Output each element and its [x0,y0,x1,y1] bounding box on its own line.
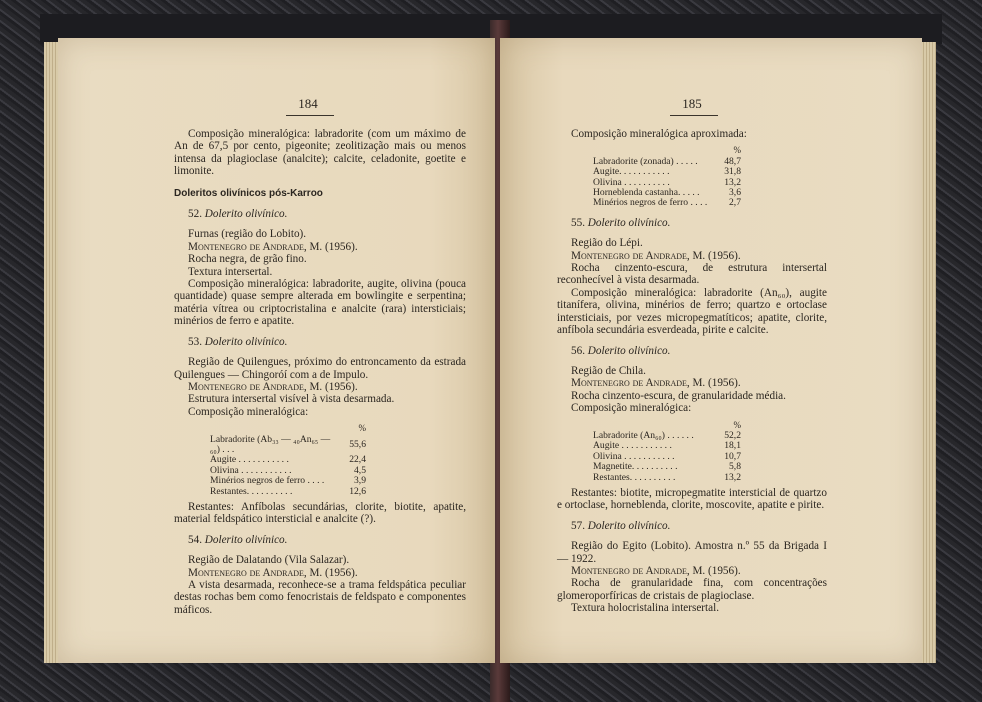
mineral-name: Restantes. . . . . . . . . . [593,471,676,483]
entry-line: Composição mineralógica: [571,402,692,415]
entry-author: Montenegro de Andrade, M. (1956). [188,380,358,393]
entry-composition: Composição mineralógica: labradorite (An₆₀), augite titanífera, olivina, minérios de ferro; quartzo e ortoclase intersticiais, por vezes micropegmatíticos; apatite, clorite, anfíbola secundária esverdeada, pirite e calcite. [557,286,827,337]
entry-author: Montenegro de Andrade, M. (1956). [188,240,358,253]
mineral-name: Minérios negros de ferro . . . . [593,197,708,209]
entry-line: Textura intersertal. [188,265,273,278]
page-number: 184 [298,96,318,111]
page-number: 185 [682,96,702,111]
mineral-name: Augite . . . . . . . . . . . [210,454,289,466]
mineral-value: 13,2 [724,471,741,483]
entry-line: Furnas (região do Lobito). [188,228,307,241]
section-heading: Doleritos olivínicos pós-Karroo [174,187,323,199]
entry-number: 52. [188,208,202,221]
entry-remaining: Restantes: biotite, micropegmatite intersticial de quartzo e ortoclase, horneblenda, clorite, moscovite, apatite e pirite. [557,486,827,512]
entry-line: Região do Lépi. [571,237,643,250]
mineral-name: Augite. . . . . . . . . . . [593,166,670,178]
mineral-name: Olivina . . . . . . . . . . [593,176,670,188]
entry-number: 54. [188,533,202,546]
entry-rock: Rocha cinzento-escura, de estrutura intersertal reconhecível à vista desarmada. [557,262,827,287]
mineral-name: Labradorite (An₆₀) . . . . . . [593,429,694,441]
composition-table-block [210,422,366,497]
entry-line: Rocha negra, de grão fino. [188,253,307,266]
entry-location: Região de Quilengues, próximo do entroncamento da estrada Quilengues — Chingoróí com a de Impulo. [174,356,466,381]
mineral-name: Augite . . . . . . . . . . . [593,440,672,452]
entry-author: Montenegro de Andrade, M. (1956). [571,249,741,262]
page-number-rule [286,115,334,116]
mineral-value: 2,7 [729,197,741,209]
mineral-value: 31,8 [724,166,741,178]
entry-description: A vista desarmada, reconhece-se a trama feldspática peculiar destas rochas bem como fenocristais de feldspato e componentes máficos. [174,579,466,616]
left-page [58,38,495,663]
entry-number: 56. [571,344,585,357]
mineral-value: 48,7 [724,155,741,167]
composition-table-block [593,144,741,208]
left-page-body [174,128,466,616]
entry-title: Dolerito olivínico. [204,533,288,546]
intro-paragraph: Composição mineralógica: labradorite (com um máximo de An de 67,5 por cento, pigeonite; zeolitização mais ou menos intensa da plagioclase (analcite); calcite, celadonite, goetite e limonite. [174,128,466,178]
mineral-value: 55,6 [349,438,366,450]
entry-52-title [188,208,466,220]
composition-table [593,431,741,483]
entry-number: 55. [571,216,585,229]
mineral-value: 3,9 [354,475,366,487]
mineral-value: 4,5 [354,464,366,476]
entry-title: Dolerito olivínico. [204,335,288,348]
mineral-value: 22,4 [349,454,366,466]
entry-author: Montenegro de Andrade, M. (1956). [571,565,741,577]
entry-line: Estrutura intersertal visível à vista desarmada. [188,393,395,406]
entry-remaining: Restantes: Anfíbolas secundárias, clorite, biotite, apatite, material feldspático intersticial e analcite (?). [174,500,466,526]
table-row [593,198,741,208]
entry-title: Dolerito olivínico. [587,344,671,357]
mineral-name: Olivina . . . . . . . . . . . [593,450,675,462]
percent-symbol: % [358,423,366,434]
mineral-name: Minérios negros de ferro . . . . [210,475,325,487]
mineral-name: Restantes. . . . . . . . . . [210,485,293,497]
entry-location: Região do Egito (Lobito). Amostra n.º 55 da Brigada I — 1922. [557,540,827,565]
composition-table-block [593,419,741,483]
composition-table [210,435,366,497]
entry-line: Região de Dalatando (Vila Salazar). [188,554,350,567]
mineral-value: 18,1 [724,440,741,452]
entry-number: 57. [571,519,585,532]
intro-paragraph: Composição mineralógica aproximada: [571,128,747,140]
composition-table [593,157,741,209]
mineral-value: 52,2 [724,429,741,441]
right-page-body [557,128,827,615]
right-page [500,38,922,663]
entry-composition: Composição mineralógica: labradorite, augite, olivina (pouca quantidade) quase sempre alterada em bowlingite e serpentina; matéria vítrea ou criptocristalina e analcite (rara) intersticiais; minérios de ferro e apatite. [174,278,466,328]
entry-54-title [188,534,466,546]
mineral-value: 3,6 [729,187,741,199]
entry-title: Dolerito olivínico. [587,519,671,532]
mineral-value: 5,8 [729,461,741,473]
entry-line: Composição mineralógica: [188,405,309,418]
entry-rock: Rocha de granularidade fina, com concentrações glomeroporfíricas de cristais de plagioclase. [557,577,827,602]
entry-line: Região de Chila. [571,364,646,377]
table-row [593,462,741,472]
mineral-name: Magnetite. . . . . . . . . . [593,461,678,473]
mineral-name: Labradorite (Ab₃₃ — ₄₀An₆₅ — ₆₀) . . . [210,433,331,455]
entry-texture: Textura holocristalina intersertal. [571,602,720,615]
entry-author: Montenegro de Andrade, M. (1956). [571,377,741,390]
entry-number: 53. [188,335,202,348]
entry-55-title [571,217,827,229]
entry-author: Montenegro de Andrade, M. (1956). [188,566,358,579]
entry-53-title [188,336,466,348]
mineral-name: Labradorite (zonada) . . . . . [593,155,698,167]
entry-title: Dolerito olivínico. [204,208,288,221]
entry-57-title [571,520,827,532]
page-number-rule [670,115,718,116]
table-row [210,476,366,486]
table-row [593,473,741,483]
mineral-value: 13,2 [724,176,741,188]
table-row [210,487,366,497]
percent-symbol: % [733,145,741,156]
mineral-value: 12,6 [349,485,366,497]
mineral-name: Olivina . . . . . . . . . . . [210,464,292,476]
mineral-value: 10,7 [724,450,741,462]
entry-title: Dolerito olivínico. [587,216,671,229]
percent-symbol: % [733,419,741,430]
table-row [210,435,366,456]
entry-line: Rocha cinzento-escura, de granularidade média. [571,389,786,402]
mineral-name: Horneblenda castanha. . . . . [593,187,700,199]
entry-56-title [571,345,827,357]
